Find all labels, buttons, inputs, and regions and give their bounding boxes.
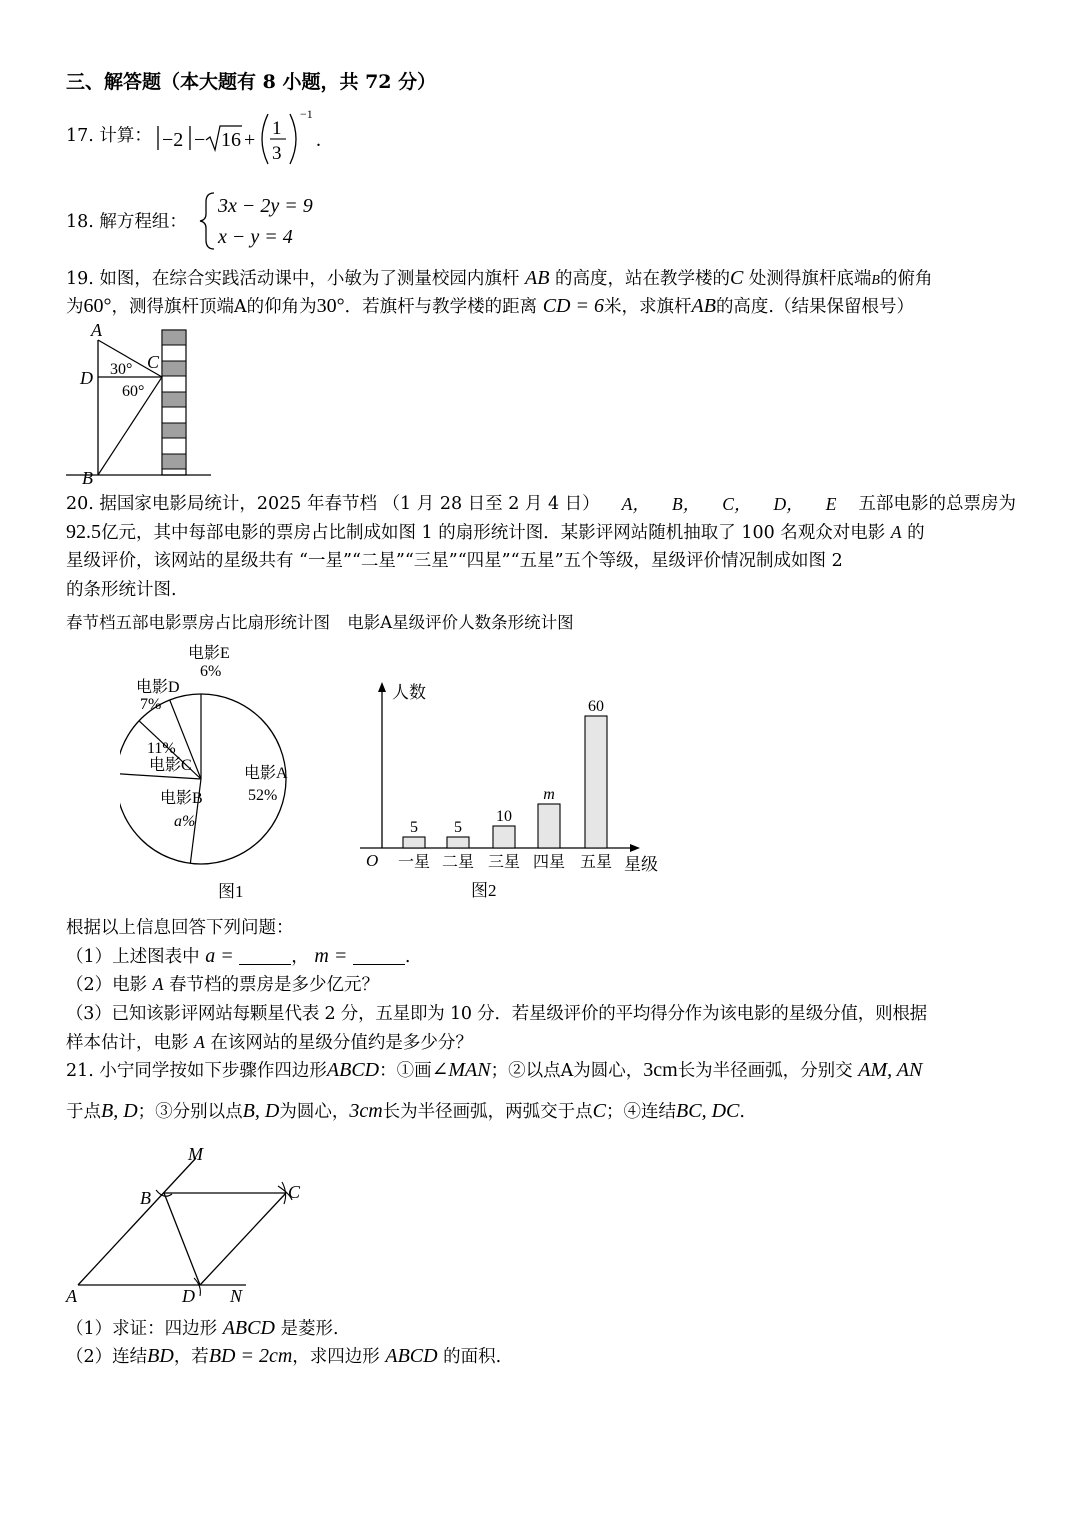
q20-sub2-text: 春节档的票房是多少亿元？	[169, 975, 379, 995]
q21-sub1-abcd: ABCD	[222, 1317, 275, 1339]
q19-text: 的高度，站在教学楼的	[555, 269, 730, 289]
q21-bc-dc: BC, DC	[676, 1100, 740, 1122]
q20-sub-3-line-2	[66, 1030, 473, 1055]
pie-label-d-value: 7%	[140, 696, 162, 713]
q21-sub2-text: （2）连结	[66, 1347, 148, 1367]
q19-60deg: 60°	[83, 295, 112, 317]
question-21-line-1	[66, 1058, 922, 1083]
q19-cd: CD = 6	[542, 295, 604, 317]
fig21-label-a: A	[66, 1286, 77, 1306]
pie-label-a-value: 52%	[248, 787, 278, 804]
section-title: 三、解答题（本大题有 8 小题，共 72 分）	[66, 71, 437, 93]
q19-c: C	[730, 267, 744, 289]
q21-3cm: 3cm	[349, 1100, 383, 1122]
q19-figure	[66, 320, 226, 490]
q21-text: ：①画	[379, 1061, 432, 1081]
q17-expression	[150, 104, 330, 170]
q20-text: 20. 据国家电影局统计，2025 年春节档 （1 月 28 日至 2 月 4 日）	[66, 494, 600, 514]
fig19-label-b: B	[82, 468, 93, 488]
q20-movie-b: B，	[672, 494, 701, 514]
q21-text: 长为半径画弧，两弧交于点	[382, 1102, 593, 1122]
q21-sub2-text: ，求四边形	[292, 1347, 380, 1367]
q17-sqrt-num: 16	[221, 129, 241, 151]
pie-label-b-name: 电影B	[160, 790, 203, 807]
segment-bd	[164, 1193, 200, 1285]
pie-label-c-value: 11%	[147, 740, 176, 757]
x-axis-label: 星级	[624, 855, 658, 874]
pie-chart-caption: 春节档五部电影票房占比扇形统计图	[66, 613, 330, 632]
q21-text: 为圆心，	[279, 1102, 350, 1122]
q21-sub2-abcd: ABCD	[385, 1345, 438, 1367]
pie-label-b-value: a%	[174, 813, 196, 830]
q19-text: ．若旗杆与教学楼的距离	[344, 297, 538, 317]
q21-sub2-eq: BD = 2cm	[208, 1345, 293, 1367]
q19-ab: AB	[524, 267, 550, 289]
answer-blank-m[interactable]	[353, 946, 405, 965]
fig21-label-n: N	[230, 1286, 243, 1306]
bar-category-label: 五星	[579, 854, 613, 871]
q20-sub-1	[66, 944, 410, 969]
q20-movie-d: D，	[773, 494, 804, 514]
building-window	[162, 330, 186, 345]
building-window	[162, 361, 186, 376]
q20-sub1-a: a =	[205, 945, 234, 967]
q20-sub1-text: （1）上述图表中	[66, 947, 200, 967]
q20-text: 的	[907, 523, 925, 543]
bar-五星	[585, 716, 607, 848]
q21-text: 于点	[66, 1102, 101, 1122]
q21-sub1-text: 是菱形.	[280, 1319, 339, 1339]
bar-一星	[403, 837, 425, 848]
q21-am-an: AM, AN	[858, 1059, 923, 1081]
q19-30deg: 30°	[316, 295, 345, 317]
bar-value-label: 10	[496, 808, 512, 825]
q20-movie-e: E	[825, 494, 837, 514]
question-20-line-1	[66, 492, 1016, 516]
q21-text: 21. 小宁同学按如下步骤作四边形	[66, 1061, 327, 1081]
y-axis-label: 人数	[392, 683, 426, 702]
q19-text: 处测得旗杆底端	[748, 269, 872, 289]
bar-value-label: m	[543, 786, 555, 803]
q20-movie-a: A	[890, 522, 902, 542]
fig21-label-m: M	[188, 1144, 203, 1164]
fig2-label: 图2	[471, 881, 497, 900]
q17-plus: +	[244, 129, 256, 151]
building-window	[162, 454, 186, 469]
q20-total: 92.5	[66, 521, 101, 543]
x-axis-arrow	[630, 844, 640, 852]
bar-chart-caption: 电影A星级评价人数条形统计图	[347, 613, 574, 632]
question-18	[66, 210, 187, 234]
bar-value-label: 5	[454, 819, 462, 836]
q20-intro: 根据以上信息回答下列问题：	[66, 918, 294, 938]
origin-label: O	[366, 851, 379, 870]
fig19-angle-30: 30°	[110, 361, 133, 378]
q21-sub-2	[66, 1344, 501, 1369]
q21-sub1-text: （1）求证：四边形	[66, 1319, 218, 1339]
bar-四星	[538, 804, 560, 848]
q21-sub2-text: 的面积.	[443, 1347, 502, 1367]
bar-value-label: 60	[588, 698, 604, 715]
q20-movie-a: A，	[621, 494, 650, 514]
q19-text: 的俯角	[879, 269, 933, 289]
q20-sub-3-line-1: （3）已知该影评网站每颗星代表 2 分，五星即为 10 分．若星级评价的平均得分作为该电影的星级分值，则根据	[66, 1004, 927, 1024]
pie-label-c-name: 电影C	[149, 757, 192, 774]
bar-三星	[493, 826, 515, 848]
q17-prefix: 17. 计算：	[66, 126, 152, 146]
q17-frac-den: 3	[272, 143, 282, 164]
q17-frac-num: 1	[272, 118, 282, 139]
question-20-line-3: 星级评价，该网站的星级共有 “一星”“二星”“三星”“四星”“五星”五个等级，星级评价情况制成如图 2	[66, 551, 843, 571]
q20-sub1-end: .	[404, 947, 411, 967]
question-19-line-1	[66, 266, 932, 293]
q19-text: 为	[66, 297, 84, 317]
q18-system	[196, 188, 336, 254]
q20-sub-2	[66, 972, 379, 997]
bar-chart	[356, 676, 676, 906]
question-20-line-4: 的条形统计图.	[66, 580, 177, 600]
question-19-line-2	[66, 294, 914, 319]
q17-end: .	[316, 129, 321, 151]
q21-bd: B, D	[242, 1100, 280, 1122]
q18-eq2: x − y = 4	[218, 226, 293, 248]
q17-abs-inner: −2	[162, 129, 184, 151]
fig1-label: 图1	[218, 882, 244, 901]
chart-captions	[66, 611, 574, 635]
fig19-angle-60: 60°	[122, 383, 145, 400]
q17-exponent: −1	[300, 107, 313, 121]
fig21-label-d: D	[182, 1286, 195, 1306]
q21-text: .	[739, 1102, 745, 1122]
q21-sub2-bd: BD	[147, 1345, 174, 1367]
q20-sub2-text: （2）电影	[66, 975, 148, 995]
question-17	[66, 124, 152, 148]
pie-chart	[120, 640, 320, 905]
fig19-label-d: D	[80, 368, 93, 388]
y-axis-arrow	[378, 682, 386, 692]
q21-bd: B, D	[101, 1100, 138, 1122]
building-window	[162, 423, 186, 438]
segment-dc	[200, 1193, 286, 1285]
q20-sub2-a: A	[152, 974, 164, 994]
q21-text: 长为半径画弧，分别交	[677, 1061, 853, 1081]
q19-ab: AB	[691, 295, 716, 317]
question-21-line-2	[66, 1099, 745, 1124]
answer-blank-a[interactable]	[239, 946, 291, 965]
pie-label-d-name: 电影D	[136, 679, 180, 696]
bar-value-label: 5	[410, 819, 418, 836]
bar-category-label: 三星	[487, 854, 521, 871]
q20-sub3-text: 样本估计，电影	[66, 1033, 189, 1053]
fig21-label-c: C	[288, 1182, 301, 1202]
q20-sub1-m: m =	[314, 945, 348, 967]
pie-label-a-name: 电影A	[244, 765, 288, 782]
bar-category-label: 一星	[397, 854, 431, 871]
q21-figure	[60, 1138, 320, 1310]
building-window	[162, 392, 186, 407]
q19-text: 的高度.（结果保留根号）	[715, 297, 914, 317]
q21-c: C	[592, 1100, 607, 1122]
q21-sub-1	[66, 1316, 339, 1341]
q19-text: 米，求旗杆	[604, 297, 692, 317]
q20-sub1-comma: ，	[291, 947, 309, 967]
q20-sub3-text: 在该网站的星级分值约是多少分？	[210, 1033, 473, 1053]
q19-text: 19. 如图，在综合实践活动课中，小敏为了测量校园内旗杆	[66, 269, 520, 289]
q19-b: B	[871, 273, 880, 288]
fig21-label-b: B	[140, 1188, 151, 1208]
q18-eq1: 3x − 2y = 9	[218, 195, 313, 217]
q21-text: ；③分别以点	[137, 1102, 243, 1122]
q18-prefix: 18. 解方程组：	[66, 212, 187, 232]
pie-label-e-name: 电影E	[188, 645, 230, 662]
q21-text: ；④连结	[606, 1102, 677, 1122]
q20-text: 五部电影的总票房为	[858, 494, 1016, 514]
pie-label-e-value: 6%	[200, 663, 222, 680]
fig19-label-c: C	[147, 352, 160, 372]
bar-category-label: 四星	[532, 854, 566, 871]
question-20-line-2	[66, 520, 925, 545]
bar-二星	[447, 837, 469, 848]
q20-text: 亿元，其中每部电影的票房占比制成如图 1 的扇形统计图．某影评网站随机抽取了 100 名观众对电影	[101, 523, 886, 543]
q21-abcd: ABCD	[326, 1059, 380, 1081]
q20-movie-c: C，	[722, 494, 752, 514]
ray-am	[78, 1158, 196, 1285]
bar-category-label: 二星	[441, 854, 475, 871]
q19-text: ，测得旗杆顶端A的仰角为	[111, 297, 317, 317]
q20-sub3-a: A	[194, 1032, 205, 1052]
q21-3cm: 3cm	[643, 1059, 678, 1081]
q21-sub2-text: ，若	[173, 1347, 209, 1367]
q17-minus: −	[194, 129, 206, 151]
fig19-label-a: A	[91, 320, 102, 340]
q21-man: ∠MAN	[431, 1059, 491, 1081]
q21-text: ；②以点A为圆心，	[490, 1061, 644, 1081]
